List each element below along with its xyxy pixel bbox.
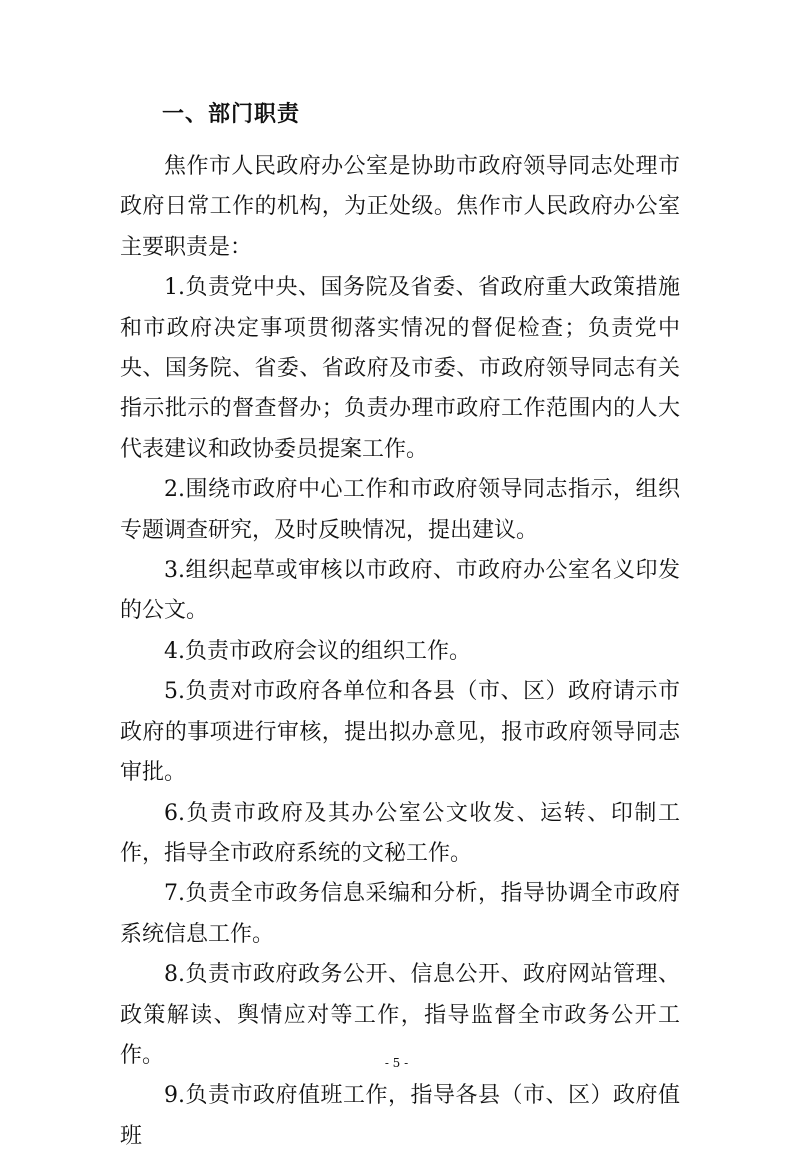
duty-item-8: 8.负责市政府政务公开、信息公开、政府网站管理、政策解读、舆情应对等工作，指导监督全市政务公开工作。 — [120, 962, 680, 1068]
duty-item-2: 2.围绕市政府中心工作和市政府领导同志指示，组织专题调查研究，及时反映情况，提出建议。 — [120, 477, 680, 543]
duty-item-6: 6.负责市政府及其办公室公文收发、运转、印制工作，指导全市政府系统的文秘工作。 — [120, 800, 680, 866]
duty-item-3: 3.组织起草或审核以市政府、市政府办公室名义印发的公文。 — [120, 558, 680, 624]
duty-item-7: 7.负责全市政务信息采编和分析，指导协调全市政府系统信息工作。 — [120, 881, 680, 947]
page-number: - 5 - — [384, 1056, 409, 1070]
duty-item-9: 9.负责市政府值班工作，指导各县（市、区）政府值班 — [120, 1083, 680, 1149]
duty-item-5: 5.负责对市政府各单位和各县（市、区）政府请示市政府的事项进行审核，提出拟办意见，报市政府领导同志审批。 — [120, 679, 680, 786]
duty-item-1: 1.负责党中央、国务院及省委、省政府重大政策措施和市政府决定事项贯彻落实情况的督促检查；负责党中央、国务院、省委、省政府及市委、市政府领导同志有关指示批示的督查督办；负责办理市政府工作范围内的人大代表建议和政协委员提案工作。 — [120, 275, 680, 462]
section-heading: 一、部门职责 — [162, 102, 301, 127]
duty-item-4: 4.负责市政府会议的组织工作。 — [164, 638, 471, 664]
intro-paragraph: 焦作市人民政府办公室是协助市政府领导同志处理市政府日常工作的机构，为正处级。焦作市人民政府办公室主要职责是： — [120, 154, 680, 260]
document-body — [120, 147, 680, 1157]
